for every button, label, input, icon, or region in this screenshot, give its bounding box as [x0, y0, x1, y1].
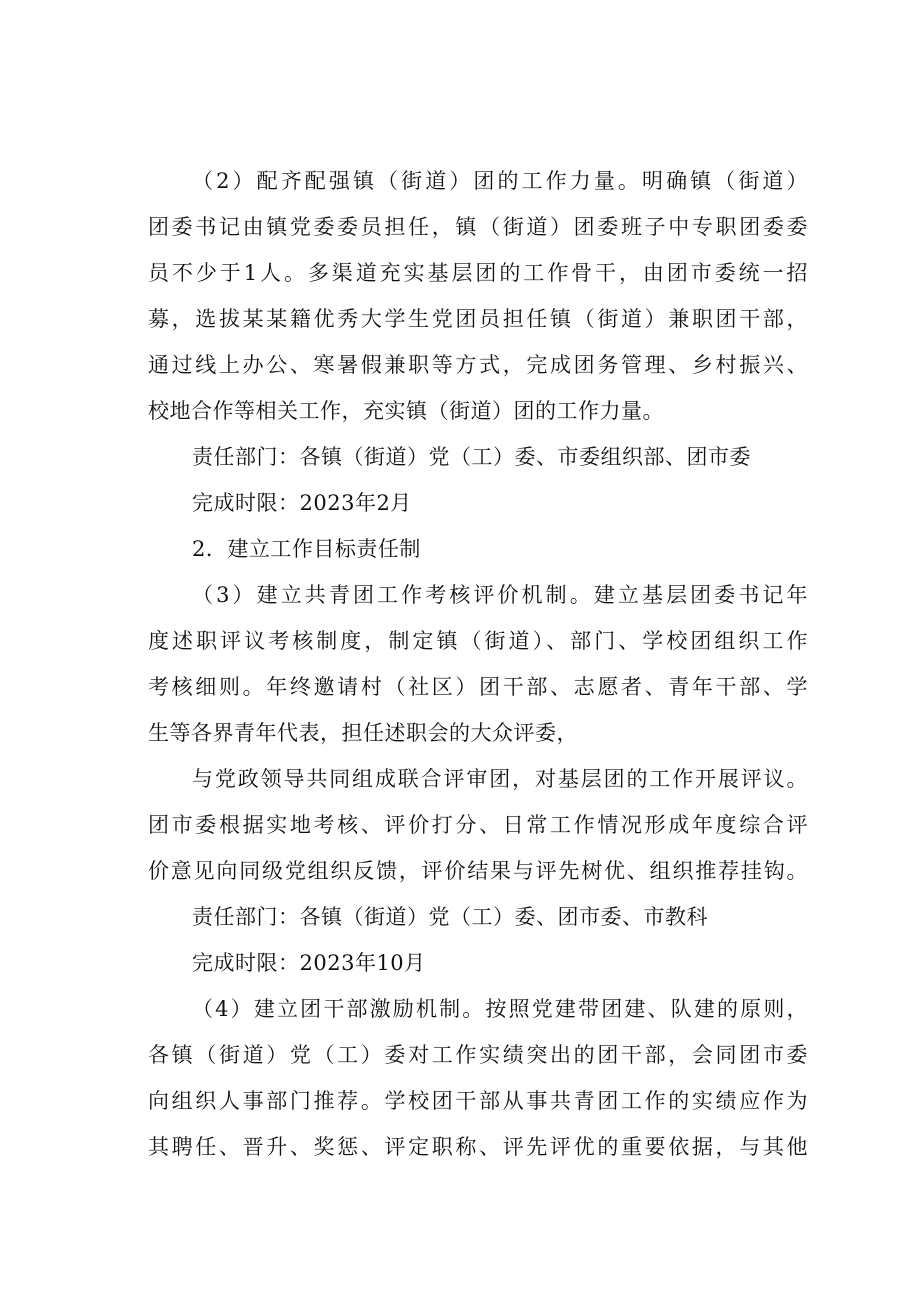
document-line: 责任部门：各镇（街道）党（工）委、市委组织部、团市委 — [192, 445, 751, 469]
document-line: （4）建立团干部激励机制。按照党建带团建、队建的原则， — [192, 997, 808, 1021]
document-line: 与党政领导共同组成联合评审团，对基层团的工作开展评议。 — [192, 767, 808, 791]
document-line: 其聘任、晋升、奖惩、评定职称、评先评优的重要依据，与其他 — [148, 1135, 808, 1159]
document-line: 员不少于1人。多渠道充实基层团的工作骨干，由团市委统一招 — [148, 261, 808, 285]
document-line: 团市委根据实地考核、评价打分、日常工作情况形成年度综合评 — [148, 813, 808, 837]
document-line: 责任部门：各镇（街道）党（工）委、团市委、市教科 — [192, 905, 708, 929]
document-line: 度述职评议考核制度，制定镇（街道）、部门、学校团组织工作 — [148, 629, 808, 653]
document-line: 通过线上办公、寒暑假兼职等方式，完成团务管理、乡村振兴、 — [148, 353, 808, 377]
document-body — [148, 158, 808, 1170]
document-line: 向组织人事部门推荐。学校团干部从事共青团工作的实绩应作为 — [148, 1089, 808, 1113]
document-line: 2．建立工作目标责任制 — [192, 537, 421, 561]
document-line: 校地合作等相关工作，充实镇（街道）团的工作力量。 — [148, 399, 664, 423]
document-line: 募，选拔某某籍优秀大学生党团员担任镇（街道）兼职团干部， — [148, 307, 808, 331]
document-line: 完成时限：2023年2月 — [192, 491, 412, 515]
document-line: 考核细则。年终邀请村（社区）团干部、志愿者、青年干部、学 — [148, 675, 808, 699]
document-line: 生等各界青年代表，担任述职会的大众评委， — [148, 721, 578, 745]
document-line: 完成时限：2023年10月 — [192, 951, 426, 975]
document-line: 团委书记由镇党委委员担任，镇（街道）团委班子中专职团委委 — [148, 215, 808, 239]
document-line: 各镇（街道）党（工）委对工作实绩突出的团干部，会同团市委 — [148, 1043, 808, 1067]
document-line: 价意见向同级党组织反馈，评价结果与评先树优、组织推荐挂钩。 — [148, 859, 808, 883]
document-line: （2）配齐配强镇（街道）团的工作力量。明确镇（街道） — [192, 169, 808, 193]
document-line: （3）建立共青团工作考核评价机制。建立基层团委书记年 — [192, 583, 808, 607]
